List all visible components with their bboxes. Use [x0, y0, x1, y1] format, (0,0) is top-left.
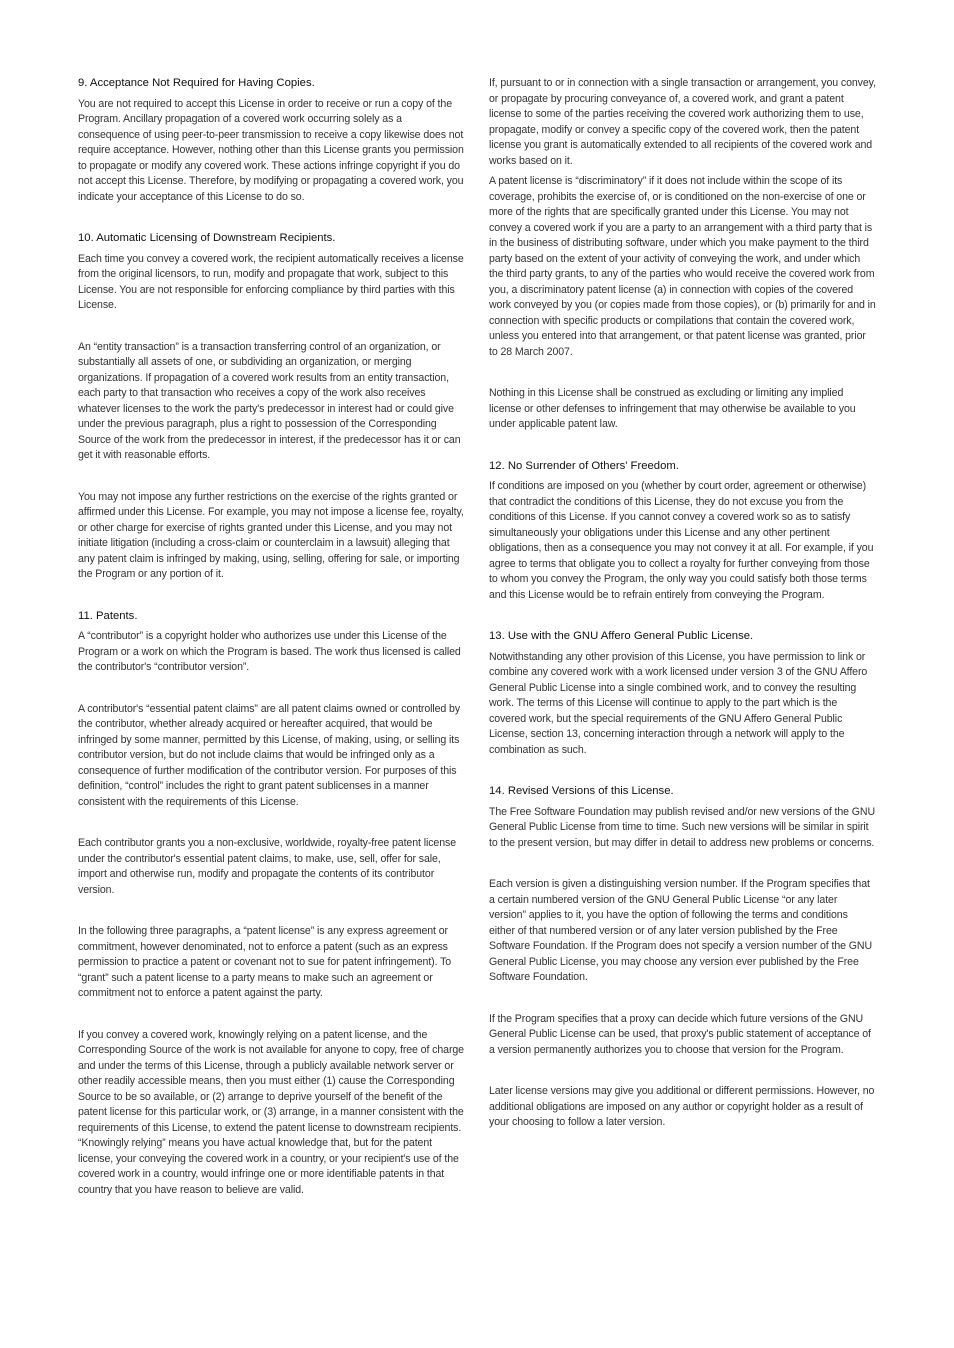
section-11-paragraph-6: If, pursuant to or in connection with a single transaction or arrangement, you convey, or propagate by procuring conveyance of, a covered work, and grant a patent license to some of the parties receiving the covered work authorizing them to use, propagate, modify or convey a specific copy of the covered work, then the patent license you grant is automatically extended to all recipients of the covered work and works based on it. — [489, 77, 876, 167]
section-10-paragraph-1: Each time you convey a covered work, the recipient automatically receives a license from the original licensors, to run, modify and propagate that work, subject to this License. You are not responsible for enforcing compliance by third parties with this License. — [78, 252, 464, 311]
section-12 — [489, 459, 876, 604]
section-11-paragraph-4: In the following three paragraphs, a “patent license” is any express agreement or commitment, however denominated, not to enforce a patent (such as an express permission to practice a patent or covenant not to sue for patent infringement). To “grant” such a patent license to a party means to make such an agreement or commitment not to enforce a patent against the party. — [78, 925, 452, 999]
section-14-title: 14. Revised Versions of this License. — [489, 785, 674, 797]
section-11-paragraph-5: If you convey a covered work, knowingly relying on a patent license, and the Corresponding Source of the work is not available for anyone to copy, free of charge and under the terms of this License, through a publicly available network server or other readily accessible means, then you must either (1) cause the Corresponding Source to be so available, or (2) arrange to deprive yourself of the benefit of the patent license for this particular work, or (3) arrange, in a manner consistent with the requirements of this License, to extend the patent license to downstream recipients. “Knowingly relying” means you have actual knowledge that, but for the patent license, your conveying the covered work in a country, or your recipient's use of the covered work in a country, would infringe one or more identifiable patents in that country that you have reason to believe are valid. — [78, 1028, 464, 1196]
section-11-paragraph-3: Each contributor grants you a non-exclusive, worldwide, royalty-free patent license under the contributor's essential patent claims, to make, use, sell, offer for sale, import and otherwise run, modify and propagate the contents of its contributor version. — [78, 837, 456, 896]
section-11 — [78, 609, 465, 1199]
section-14-paragraph-3: If the Program specifies that a proxy can decide which future versions of the GNU General Public License can be used, that proxy's public statement of acceptance of a version permanently authorizes you to choose that version for the Program. — [489, 1012, 871, 1056]
section-13 — [489, 629, 876, 758]
section-10-paragraph-3: You may not impose any further restrictions on the exercise of the rights granted or affirmed under this License. For example, you may not impose a license fee, royalty, or other charge for exercise of rights granted under this License, and you may not initiate litigation (including a cross-claim or counterclaim in a lawsuit) alleging that any patent claim is infringed by making, using, selling, offering for sale, or importing the Program or any portion of it. — [78, 490, 464, 580]
section-14-paragraph-1: The Free Software Foundation may publish revised and/or new versions of the GNU General Public License from time to time. Such new versions will be similar in spirit to the present version, but may differ in detail to address new problems or concerns. — [489, 805, 876, 849]
section-9-title: 9. Acceptance Not Required for Having Copies. — [78, 77, 315, 89]
section-11-title: 11. Patents. — [78, 609, 138, 622]
section-11-paragraph-7: A patent license is “discriminatory” if it does not include within the scope of its coverage, prohibits the exercise of, or is conditioned on the non-exercise of one or more of the rights that are specifically granted under this License. You may not convey a covered work if you are a party to an arrangement with a third party that is in the business of distributing software, under which you make payment to the third party based on the extent of your activity of conveying the work, and under which the third party grants, to any of the parties who would receive the covered work from you, a discriminatory patent license (a) in connection with copies of the covered work conveyed by you (or copies made from those copies), or (b) primarily for and in connection with specific products or compilations that contain the covered work, unless you entered into that arrangement, or that patent license was granted, prior to 28 March 2007. — [489, 175, 876, 358]
section-14 — [489, 784, 876, 1131]
section-12-title: 12. No Surrender of Others' Freedom. — [489, 459, 679, 472]
section-11-paragraph-8: Nothing in this License shall be construed as excluding or limiting any implied license or other defenses to infringement that may otherwise be available to you under applicable patent law. — [489, 387, 856, 430]
right-column — [489, 76, 876, 1136]
left-column — [78, 76, 465, 1203]
section-12-paragraph-1: If conditions are imposed on you (whether by court order, agreement or otherwise) that contradict the conditions of this License, they do not excuse you from the conditions of this License. If you cannot convey a covered work so as to satisfy simultaneously your obligations under this License and any other pertinent obligations, then as a consequence you may not convey it at all. For example, if you agree to terms that obligate you to collect a royalty for further conveying from those to whom you convey the Program, the only way you could satisfy both those terms and this License would be to refrain entirely from conveying the Program. — [489, 480, 874, 601]
section-9 — [78, 76, 465, 205]
section-14-paragraph-4: Later license versions may give you additional or different permissions. However, no additional obligations are imposed on any author or copyright holder as a result of your choosing to follow a later version. — [489, 1085, 875, 1128]
section-9-paragraph-1: You are not required to accept this License in order to receive or run a copy of the Program. Ancillary propagation of a covered work occurring solely as a consequence of using peer-to-peer transmission to receive a copy likewise does not require acceptance. However, nothing other than this License grants you permission to propagate or modify any covered work. These actions infringe copyright if you do not accept this License. Therefore, by modifying or propagating a covered work, you indicate your acceptance of this License to do so. — [78, 97, 464, 203]
section-10-paragraph-2: An “entity transaction” is a transaction transferring control of an organization, or substantially all assets of one, or subdividing an organization, or merging organizations. If propagation of a covered work results from an entity transaction, each party to that transaction who receives a copy of the work also receives whatever licenses to the work the party's predecessor in interest had or could give under the previous paragraph, plus a right to possession of the Corresponding Source of the work from the predecessor in interest, if the predecessor has it or can get it with reasonable efforts. — [78, 340, 461, 461]
section-11-paragraph-1: A “contributor” is a copyright holder who authorizes use under this License of the Program or a work on which the Program is based. The work thus licensed is called the contributor's “contributor version”. — [78, 630, 461, 673]
section-10 — [78, 231, 465, 583]
section-13-title: 13. Use with the GNU Affero General Public License. — [489, 630, 754, 642]
section-14-paragraph-2: Each version is given a distinguishing version number. If the Program specifies that a certain numbered version of the GNU General Public License “or any later version” applies to it, you have the option of following the terms and conditions either of that numbered version or of any later version published by the Free Software Foundation. If the Program does not specify a version number of the GNU General Public License, you may choose any version ever published by the Free Software Foundation. — [489, 878, 872, 983]
section-11-paragraph-2: A contributor's “essential patent claims” are all patent claims owned or controlled by the contributor, whether already acquired or hereafter acquired, that would be infringed by some manner, permitted by this License, of making, using, or selling its contributor version, but do not include claims that would be infringed only as a consequence of further modification of the contributor version. For purposes of this definition, “control” includes the right to grant patent sublicenses in a manner consistent with the requirements of this License. — [78, 702, 461, 808]
section-13-paragraph-1: Notwithstanding any other provision of this License, you have permission to link or combine any covered work with a work licensed under version 3 of the GNU Affero General Public License into a single combined work, and to convey the resulting work. The terms of this License will continue to apply to the part which is the covered work, but the special requirements of the GNU Affero General Public License, section 13, concerning interaction through a network will apply to the combination as such. — [489, 650, 868, 756]
section-10-title: 10. Automatic Licensing of Downstream Recipients. — [78, 232, 336, 244]
section-11-continued — [489, 76, 876, 433]
